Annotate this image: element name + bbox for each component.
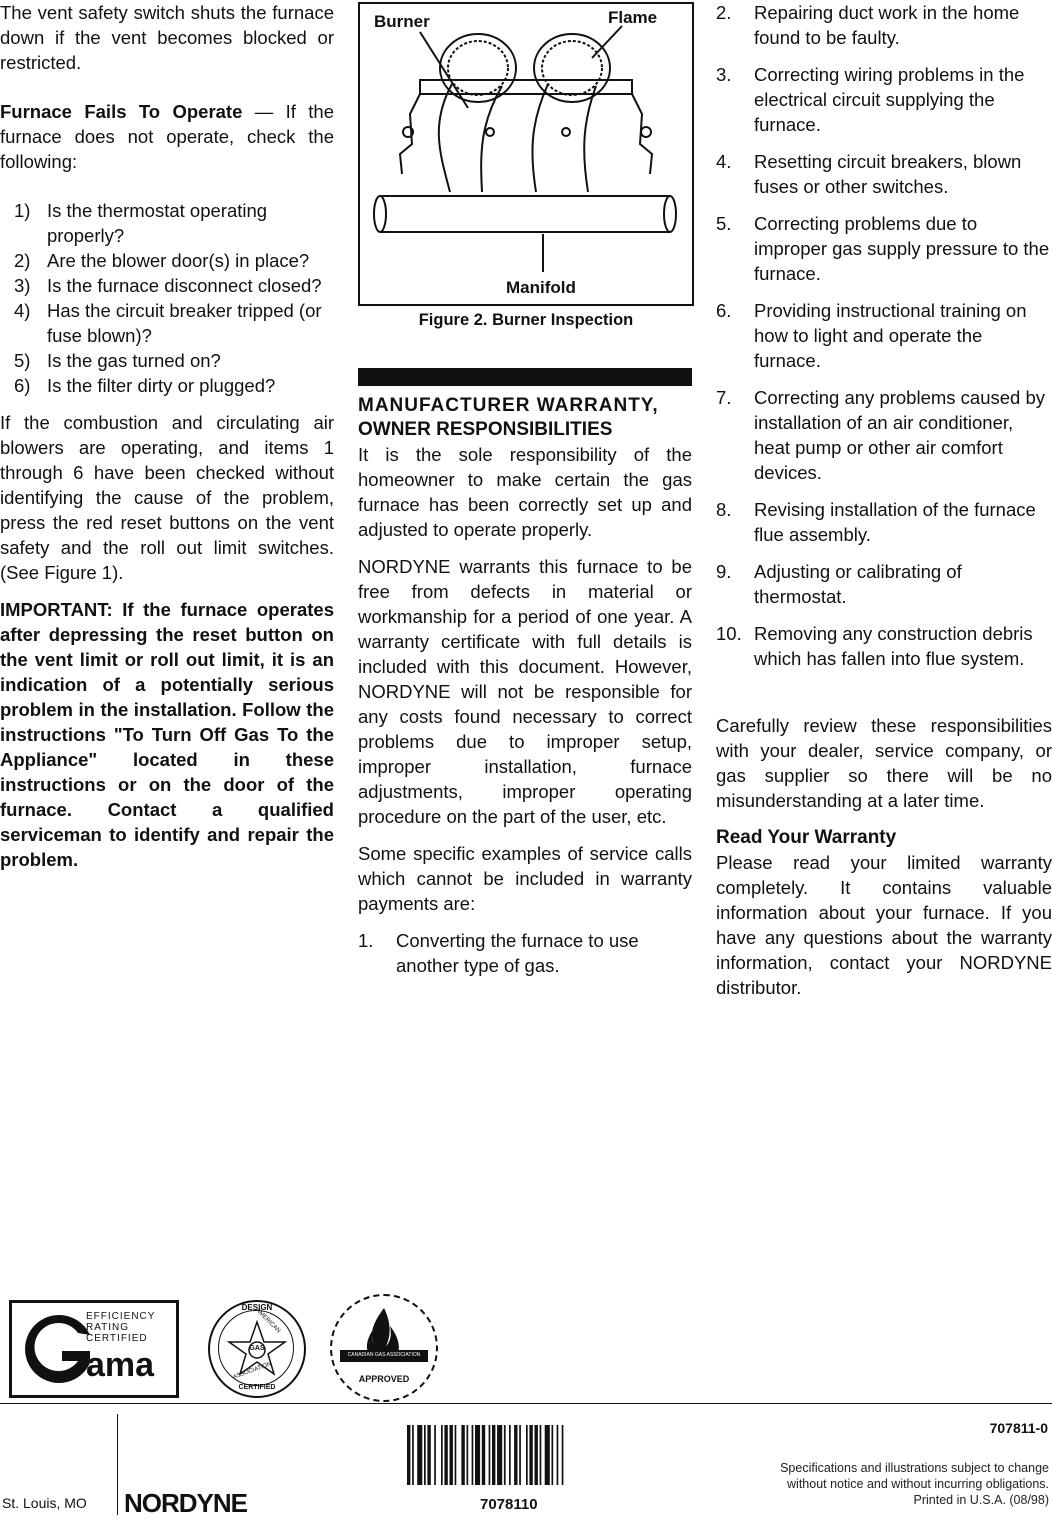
burner-figure: [358, 2, 694, 306]
list-item: 8. Revising installation of the furnace flue assembly.: [716, 499, 1036, 545]
list-item: 3. Correcting wiring problems in the electrical circuit supplying the furnace.: [716, 64, 1025, 135]
barcode-number: 7078110: [480, 1496, 538, 1513]
barcode-bar: [441, 1425, 443, 1485]
check-item: 5) Is the gas turned on?: [14, 350, 221, 371]
important-notice: IMPORTANT: If the furnace operates after depressing the reset button on the vent limit or roll out limit, it is an indication of a potentially serious problem in the installation. Follow the instructions "To Turn Off Gas To the Appliance" located in these instructions or on the door of the furnace. Contact a qualified serviceman to identify and repair the problem.: [0, 599, 334, 870]
figure-caption: Figure 2. Burner Inspection: [418, 311, 634, 329]
fails-paragraph: [0, 99, 334, 174]
barcode-bar: [427, 1425, 430, 1485]
examples-list-start: [358, 928, 692, 978]
right-burner-tube: [532, 84, 548, 192]
barcode-bar: [444, 1425, 447, 1485]
barcode-bar: [482, 1425, 485, 1485]
column-right: [716, 0, 1052, 1012]
column-middle: [358, 394, 692, 990]
list-item: 5. Correcting problems due to improper gas supply pressure to the furnace.: [716, 213, 1050, 284]
nordyne-warranty-paragraph: NORDYNE warrants this furnace to be free from defects in material or workmanship for a period of one year. A warranty certificate with full details is included with this document. However, NORDYNE will not be responsible for any costs found necessary to correct problems due to improper setup, improper installation, furnace adjustments, improper operating procedure on the part of the user, etc.: [358, 556, 692, 827]
list-item: 7. Correcting any problems caused by installation of an air conditioner, heat pump or other air comfort devices.: [716, 387, 1046, 483]
barcode-bar: [504, 1425, 506, 1485]
barcode-bar: [407, 1425, 410, 1485]
barcode-bar: [526, 1425, 528, 1485]
barcode-bar: [489, 1425, 491, 1485]
warranty-heading-line1: MANUFACTURER WARRANTY,: [358, 395, 659, 416]
barcode-bar: [562, 1425, 564, 1485]
check-item: 3) Is the furnace disconnect closed?: [14, 275, 322, 296]
left-flame-ring: [440, 34, 516, 102]
list-item: 1. Converting the furnace to use another type of gas.: [358, 930, 639, 976]
gama-word: ama: [86, 1346, 155, 1384]
company-city: St. Louis, MO: [2, 1495, 87, 1511]
footer-rule: [0, 1403, 1052, 1404]
vent-safety-intro: The vent safety switch shuts the furnace down if the vent becomes blocked or restricted.: [0, 2, 334, 73]
list-item: 2. Repairing duct work in the home found to be faulty.: [716, 2, 1020, 48]
list-item: 4. Resetting circuit breakers, blown fuses or other switches.: [716, 151, 1022, 197]
check-item: 2) Are the blower door(s) in place?: [14, 250, 310, 271]
barcode-bar: [412, 1425, 414, 1485]
check-list: [0, 198, 334, 398]
barcode-bar: [475, 1425, 480, 1485]
barcode-bar: [509, 1425, 511, 1485]
barcode-bar: [552, 1425, 554, 1485]
fails-text: — If the furnace does not operate, check the following:: [0, 101, 334, 172]
barcode-bar: [467, 1425, 469, 1485]
examples-intro: Some specific examples of service calls which cannot be included in warranty payments are:: [358, 843, 692, 914]
nordyne-logo: NORDYNE: [124, 1488, 248, 1518]
list-item: 9. Adjusting or calibrating of thermostat.: [716, 561, 962, 607]
reset-paragraph: If the combustion and circulating air blowers are operating, and items 1 through 6 have been checked without identifying the cause of the problem, press the red reset buttons on the vent safety and the roll out limit switches. (See Figure 1).: [0, 412, 334, 583]
barcode-bar: [455, 1425, 457, 1485]
barcode-icon: [407, 1425, 643, 1485]
warranty-heading-line2: OWNER RESPONSIBILITIES: [358, 419, 613, 440]
check-item: 4) Has the circuit breaker tripped (or fuse blown)?: [14, 300, 322, 346]
review-paragraph: Carefully review these responsibilities with your dealer, service company, or gas supplier so there will be no misunderstanding at a later time.: [716, 715, 1052, 811]
list-item: 6. Providing instructional training on how to light and operate the furnace.: [716, 300, 1027, 371]
fails-heading: Furnace Fails To Operate: [0, 101, 243, 122]
burner-illustration: [360, 4, 692, 304]
barcode-bar: [450, 1425, 453, 1485]
section-divider-bar: [358, 368, 692, 386]
examples-list-continued: [716, 0, 1052, 671]
check-item: 1) Is the thermostat operating properly?: [14, 200, 268, 246]
barcode-bar: [492, 1425, 495, 1485]
barcode-bar: [472, 1425, 474, 1485]
figure-label-manifold: Manifold: [506, 278, 576, 297]
footer-divider: [117, 1414, 118, 1515]
read-warranty-text: Please read your limited warranty completely. It contains valuable information about your furnace. If you have any questions about the warranty information, contact your NORDYNE distributor.: [716, 852, 1052, 998]
barcode-bar: [417, 1425, 422, 1485]
manifold-pipe: [380, 196, 670, 232]
cga-flame-icon: [332, 1296, 436, 1400]
responsibility-paragraph: It is the sole responsibility of the homeowner to make certain the gas furnace has been correctly set up and adjusted to operate properly.: [358, 444, 692, 540]
barcode-bar: [434, 1425, 436, 1485]
cga-seal: CANADIAN GAS ASSOCIATION APPROVED: [330, 1294, 438, 1402]
list-item: 10. Removing any construction debris which has fallen into flue system.: [716, 623, 1033, 669]
check-item: 6) Is the filter dirty or plugged?: [14, 375, 276, 396]
barcode-bar: [545, 1425, 550, 1485]
barcode-bar: [529, 1425, 532, 1485]
specifications-notice: Specifications and illustrations subject to change without notice and without incurring obligations. Printed in U.S.A. (08/98): [780, 1461, 1049, 1507]
barcode-bar: [424, 1425, 426, 1485]
barcode-bar: [514, 1425, 517, 1485]
left-burner-tube: [439, 84, 452, 192]
barcode-bar: [535, 1425, 538, 1485]
barcode-bar: [519, 1425, 521, 1485]
barcode-bar: [461, 1425, 464, 1485]
gama-text: EFFICIENCY RATING CERTIFIED: [86, 1311, 156, 1344]
aga-seal: DESIGN GAS CERTIFIED AMERICAN ASSOCIATION: [208, 1300, 306, 1398]
read-warranty-heading: Read Your Warranty: [716, 827, 897, 848]
column-left: [0, 0, 334, 884]
figure-label-burner: Burner: [374, 12, 430, 31]
figure-label-flame: Flame: [608, 8, 658, 27]
document-number: 707811-0: [989, 1420, 1048, 1436]
barcode-bar: [540, 1425, 542, 1485]
gama-logo: [9, 1300, 179, 1398]
barcode-bar: [557, 1425, 559, 1485]
barcode-bar: [497, 1425, 502, 1485]
